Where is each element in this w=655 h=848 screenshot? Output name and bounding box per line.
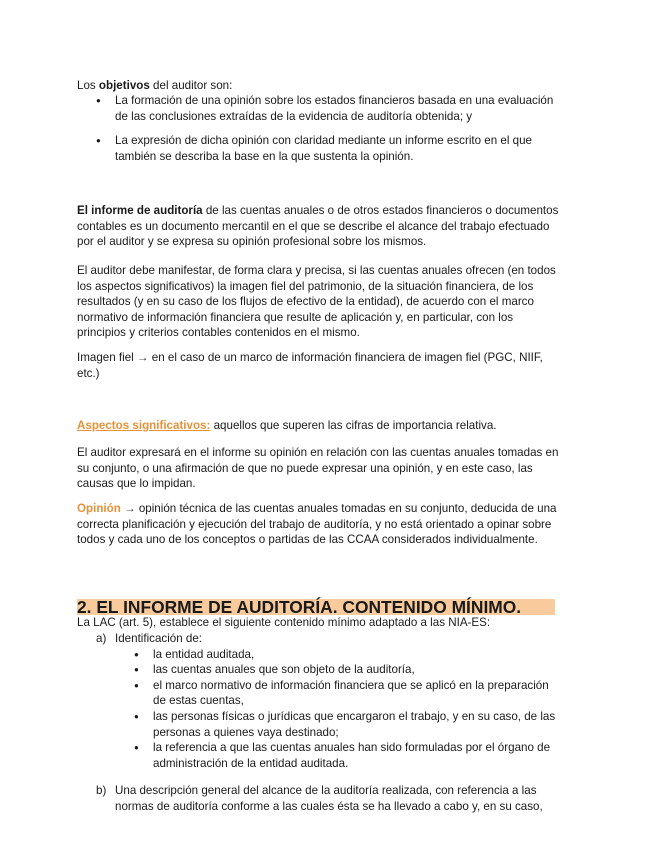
aspectos-paragraph: Aspectos significativos: aquellos que superen las cifras de importancia relativa. [77,419,497,432]
list-item: ● las personas físicas o jurídicas que encargaron el trabajo, y en su caso, de las personas a quienes vaya destinado; [115,709,561,740]
list-item: ● la referencia a que las cuentas anuales han sido formuladas por el órgano de administración de la entidad auditada. [115,740,561,771]
expresara-paragraph: El auditor expresará en el informe su opinión en relación con las cuentas anuales tomadas en su conjunto, o una afirmación de que no puede expresar una opinión, y en este caso, las causas que lo impidan. [77,446,559,491]
aspectos-significativos-link[interactable]: Aspectos significativos: [77,419,211,432]
identificacion-sublist [115,647,561,772]
list-item-b [96,783,561,814]
imagen-fiel-paragraph: Imagen fiel → en el caso de un marco de información financiera de imagen fiel (PGC, NIIF, etc.) [77,351,543,380]
list-item: ● La expresión de dicha opinión con claridad mediante un informe escrito en el que también se describa la base en la que sustenta la opinión. [96,133,561,164]
list-item: ● el marco normativo de información financiera que se aplicó en la preparación de estas cuentas, [115,678,561,709]
list-marker: a) [96,632,107,645]
auditor-manifestar-paragraph: El auditor debe manifestar, de forma clara y precisa, si las cuentas anuales ofrecen (en todos los aspectos significativos) la imagen fiel del patrimonio, de la situación financiera, de los resultados (y en su caso de los flujos de efectivo de la entidad), de acuerdo con el marco normativo de información financiera que resulte de aplicación y, en particular, con los principios y criterios contables contenidos en el mismo. [77,264,556,340]
opinion-paragraph: Opinión → opinión técnica de las cuentas anuales tomadas en su conjunto, deducida de una correcta planificación y ejecución del trabajo de auditoría, y no está orientado a opinar sobre todos y cada uno de los conceptos o partidas de las CCAA considerados individualmente. [77,502,557,547]
section-heading: 2. EL INFORME DE AUDITORÍA. CONTENIDO MÍNIMO. [77,599,555,615]
objetivos-list [96,93,561,164]
list-item-label: Identificación de: [115,632,203,645]
objetivos-intro: Los objetivos del auditor son: [77,79,233,92]
list-item-text: Una descripción general del alcance de la auditoría realizada, con referencia a las normas de auditoría conforme a las cuales ésta se ha llevado a cabo y, en su caso, [115,784,543,813]
list-item: ● las cuentas anuales que son objeto de la auditoría, [115,662,561,678]
objetivos-bold: objetivos [98,79,150,92]
list-item-a [96,631,561,771]
contenido-minimo-list [96,631,561,815]
list-item: ● la entidad auditada, [115,647,561,663]
list-item: ● La formación de una opinión sobre los estados financieros basada en una evaluación de las conclusiones extraídas de la evidencia de auditoría obtenida; y [96,93,561,124]
informe-bold: El informe de auditoría [77,204,203,217]
list-marker: b) [96,784,107,798]
informe-paragraph: El informe de auditoría de las cuentas anuales o de otros estados financieros o documentos contables es un documento mercantil en el que se describe el alcance del trabajo efectuado por el auditor y se expresa su opinión profesional sobre los mismos. [77,204,559,249]
section-intro: La LAC (art. 5), establece el siguiente contenido mínimo adaptado a las NIA-ES: [77,616,491,629]
opinion-label: Opinión [77,502,121,515]
